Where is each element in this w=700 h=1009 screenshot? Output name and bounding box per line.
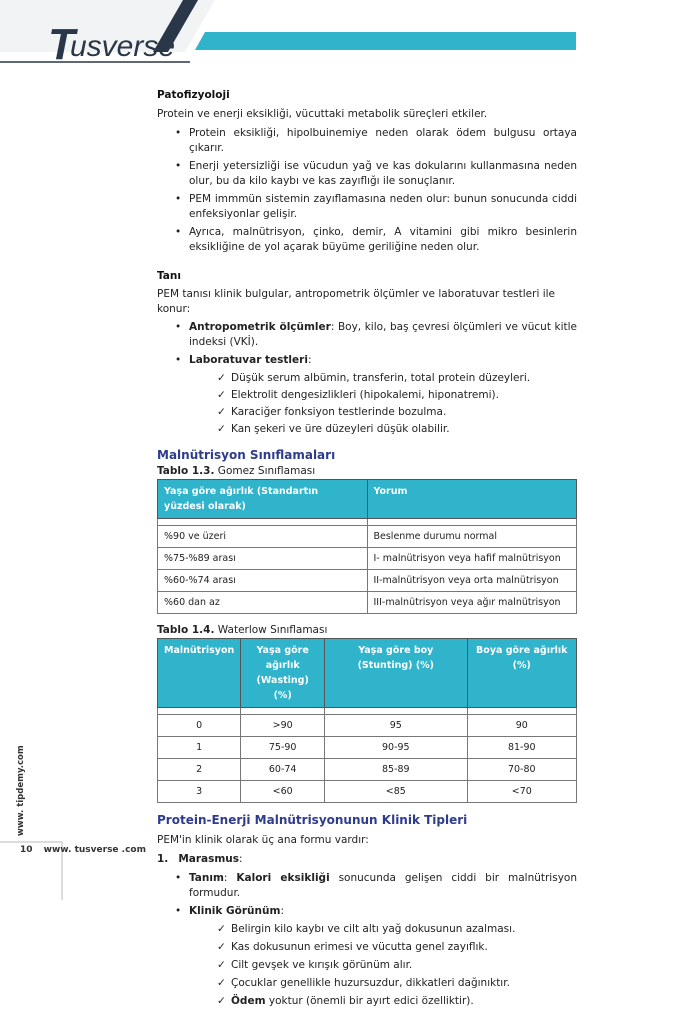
table-row: 0 >90 95 90 [158, 715, 577, 737]
numbered-item: 1. Marasmus: [157, 853, 243, 865]
list-item: • Protein eksikliği, hipolbuinemiye neden olarak ödem bulgusu ortaya çıkarır. [157, 126, 577, 156]
list-item: • PEM immmün sistemin zayıflamasına neden olur: bunun sonucunda ciddi enfeksiyonlar gelişir. [157, 192, 577, 222]
table-header: Yaşa göre ağırlık (Wasting) (%) [241, 639, 325, 708]
list-item: • Enerji yetersizliği ise vücudun yağ ve kas dokularını kullanmasına neden olur, bu da kilo kaybı ve kas zayıflığı ile sonuçlanır. [157, 159, 577, 189]
check-item: ✓ Belirgin kilo kaybı ve cilt altı yağ dokusunun azalması. [157, 922, 577, 937]
check-item: ✓ Elektrolit dengesizlikleri (hipokalemi, hiponatremi). [157, 388, 577, 403]
check-item: ✓ Çocuklar genellikle huzursuzdur, dikkatleri dağınıktır. [157, 976, 577, 991]
list-item: • Laboratuvar testleri: [157, 353, 577, 368]
table-header: Malnütrisyon [158, 639, 241, 708]
page-content [157, 88, 577, 1009]
waterlow-table [157, 638, 577, 803]
check-item: ✓ Kan şekeri ve üre düzeyleri düşük olabilir. [157, 422, 577, 437]
table-header: Yaşa göre ağırlık (Standartın yüzdesi olarak) [158, 480, 368, 519]
klinik-heading: Protein-Enerji Malnütrisyonunun Klinik Tipleri [157, 813, 468, 827]
footer-url: www. tusverse .com [43, 845, 146, 855]
table-header: Boya göre ağırlık (%) [467, 639, 576, 708]
check-item: ✓ Karaciğer fonksiyon testlerinde bozulma. [157, 405, 577, 420]
tani-heading: Tanı [157, 270, 181, 282]
table-row: 2 60-74 85-89 70-80 [158, 759, 577, 781]
side-url: www. tipdemy.com [16, 745, 26, 836]
list-item: • Ayrıca, malnütrisyon, çinko, demir, A vitamini gibi mikro besinlerin eksikliğine de yol açarak büyüme geriliğine neden olur. [157, 225, 577, 255]
table-row: %60 dan az III-malnütrisyon veya ağır malnütrisyon [158, 592, 577, 614]
table-row: 3 <60 <85 <70 [158, 781, 577, 803]
list-item: • Tanım: Kalori eksikliği sonucunda gelişen ciddi bir malnütrisyon formudur. [157, 871, 577, 901]
table-caption: Tablo 1.3. Gomez Sınıflaması [157, 465, 316, 477]
klinik-intro: PEM'in klinik olarak üç ana formu vardır: [157, 834, 369, 846]
check-item: ✓ Düşük serum albümin, transferin, total protein düzeyleri. [157, 371, 577, 386]
table-row: %60-%74 arası II-malnütrisyon veya orta malnütrisyon [158, 570, 577, 592]
check-item: ✓ Ödem yoktur (önemli bir ayırt edici özelliktir). [157, 994, 577, 1009]
table-row: %75-%89 arası I- malnütrisyon veya hafif malnütrisyon [158, 548, 577, 570]
patofizyoloji-heading: Patofizyoloji [157, 89, 230, 101]
table-row: %90 ve üzeri Beslenme durumu normal [158, 526, 577, 548]
gomez-table [157, 479, 577, 614]
table-caption: Tablo 1.4. Waterlow Sınıflaması [157, 624, 328, 636]
table-header: Yorum [367, 480, 577, 519]
table-header: Yaşa göre boy (Stunting) (%) [325, 639, 467, 708]
list-item: • Klinik Görünüm: [157, 904, 577, 919]
check-item: ✓ Kas dokusunun erimesi ve vücutta genel zayıflık. [157, 940, 577, 955]
check-item: ✓ Cilt gevşek ve kırışık görünüm alır. [157, 958, 577, 973]
patofizyoloji-intro: Protein ve enerji eksikliği, vücuttaki metabolik süreçleri etkiler. [157, 108, 488, 120]
tani-intro: PEM tanısı klinik bulgular, antropometrik ölçümler ve laboratuvar testleri ile konur: [157, 288, 555, 315]
siniflama-heading: Malnütrisyon Sınıflamaları [157, 448, 336, 462]
table-row: 1 75-90 90-95 81-90 [158, 737, 577, 759]
footer [20, 845, 146, 855]
list-item: • Antropometrik ölçümler: Boy, kilo, baş çevresi ölçümleri ve vücut kitle indeksi (VKİ). [157, 320, 577, 350]
page-number: 10 [20, 845, 33, 855]
